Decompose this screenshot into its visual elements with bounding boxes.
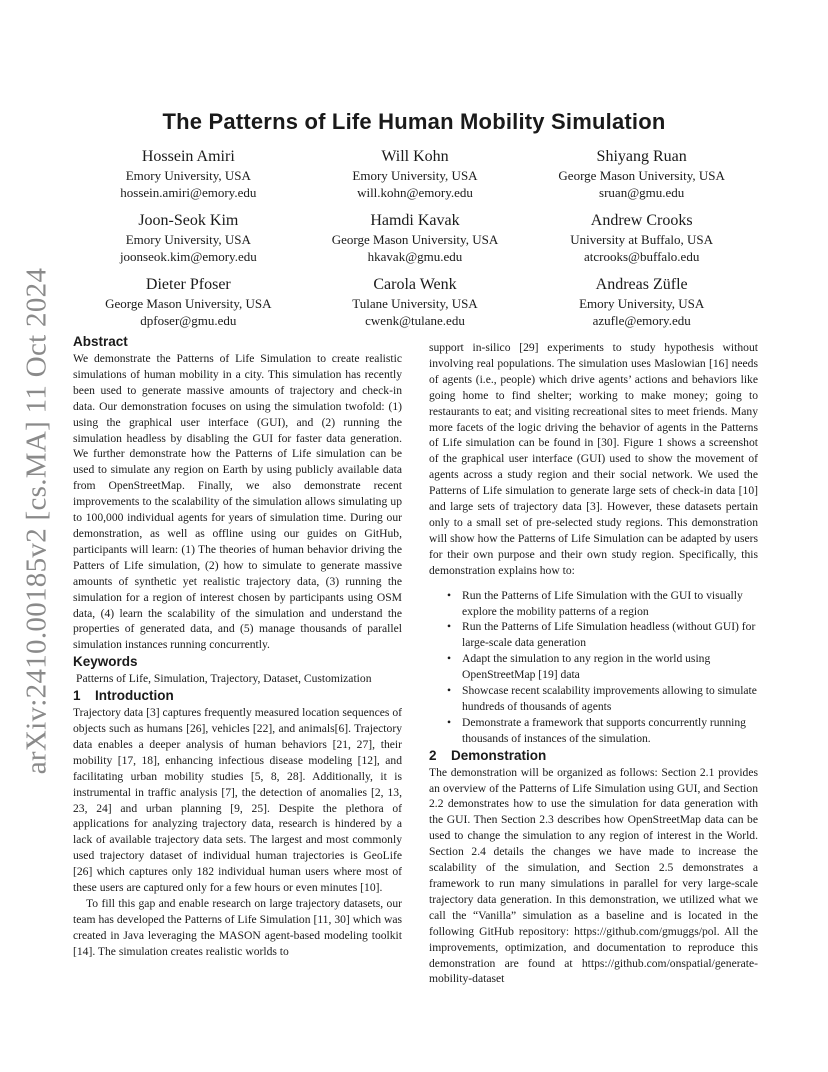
list-item [447, 588, 758, 620]
demo-goals-list [429, 588, 758, 747]
list-item-text: Run the Patterns of Life Simulation with the GUI to visually explore the mobility patterns of a region [462, 588, 743, 618]
right-column [429, 340, 758, 987]
author-affiliation: Emory University, USA [125, 232, 251, 247]
author-name: Will Kohn [381, 148, 449, 165]
author-card [528, 275, 755, 329]
author-affiliation: George Mason University, USA [558, 168, 725, 183]
author-email: dpfoser@gmu.edu [140, 313, 237, 328]
author-name: Shiyang Ruan [596, 148, 687, 165]
abstract-text: We demonstrate the Patterns of Life Simulation to create realistic simulations of human mobility in a city. This simulation has recently been used to generate massive amounts of trajectory and check-in data. Our demonstration focuses on using the simulation twofold: (1) using the graphical user interface (GUI), and (2) running the simulation headless by disabling the GUI for faster data generation. We further demonstrate how the Patterns of Life simulation can be used to simulate any region on Earth by using publicly available data from OpenStreetMap. Finally, we also demonstrate recent improvements to the scalability of the simulation allows simulating up to 100,000 individual agents for years of simulation time. During our demonstration, as well as offline using our guides on GitHub, participants will learn: (1) The theories of human behavior driving the Patters of Life simulation, (2) how to simulate to generate massive amounts of synthetic yet realistic trajectory data, (3) running the simulation for a region of interest chosen by participants using OSM data, (4) learn the scalability of the simulation and understand the properties of generated data, and (5) manage thousands of parallel simulation instances running concurrently. [73, 352, 402, 652]
author-card [75, 211, 302, 265]
author-affiliation: Emory University, USA [125, 168, 251, 183]
introduction-heading [73, 687, 402, 705]
author-affiliation: Emory University, USA [352, 168, 478, 183]
arxiv-identifier [20, 267, 53, 774]
author-name: Hossein Amiri [141, 148, 235, 165]
demonstration-text: The demonstration will be organized as follows: Section 2.1 provides an overview of the Patterns of Life Simulation using GUI, and Section 2.2 demonstrates how to use the simulation for data generation with the GUI. Then Section 2.3 describes how OpenStreetMap data can be used to change the simulation to any region of interest in the World. Section 2.4 details the changes we have made to increase the scalability of the simulation, and Section 2.5 demonstrates a framework to run many simulations in parallel for very large-scale trajectory data generation. In this demonstration, we utilized what we call the “Vanilla” simulation as a baseline and is located in the following GitHub repository: https://github.com/gmuggs/pol. All the improvements, optimization, and documentation to reproduce this demonstration are found at https://github.com/onspatial/generate-mobility-dataset [429, 765, 758, 986]
list-item-text: Run the Patterns of Life Simulation headless (without GUI) for large-scale data generation [462, 620, 756, 650]
section-number: 2 [429, 747, 437, 763]
author-card [528, 147, 755, 201]
author-name: Joon-Seok Kim [138, 212, 239, 229]
intro-paragraph: support in-silico [29] experiments to study hypothesis without involving real populations. The simulation uses Maslowian [16] needs of agents (i.e., people) which drive agents’ actions and behaviors like going home to find shelter; working to make money; going to restaurants to eat; and visiting recreational sites to meet friends. Many more facets of the logic driving the behavior of agents in the Patterns of Life simulation can be found in [30]. Figure 1 shows a screenshot of the graphical user interface (GUI) used to show the movement of agents across a study region and their social network. We used the Patterns of Life simulation to generate large sets of check-in data [10] and large sets of trajectory data [3]. However, these datasets pertain only to a small set of pre-selected study regions. This demonstration will show how the Patterns of Life Simulation can be adapted by users for their own purpose and their own study region. Specifically, this demonstration explains how to: [429, 341, 758, 577]
author-email: cwenk@tulane.edu [365, 313, 465, 328]
author-affiliation: Emory University, USA [579, 296, 705, 311]
author-card [302, 211, 529, 265]
author-affiliation: George Mason University, USA [105, 296, 272, 311]
author-affiliation: Tulane University, USA [352, 296, 478, 311]
author-card [302, 147, 529, 201]
author-card [75, 275, 302, 329]
list-item [447, 715, 758, 747]
author-email: will.kohn@emory.edu [357, 185, 473, 200]
author-email: hkavak@gmu.edu [367, 249, 463, 264]
author-block [75, 147, 755, 329]
author-email: atcrooks@buffalo.edu [583, 249, 700, 264]
author-email: sruan@gmu.edu [599, 185, 685, 200]
author-email: joonseok.kim@emory.edu [119, 249, 257, 264]
list-item-text: Adapt the simulation to any region in the world using OpenStreetMap [19] data [462, 652, 711, 682]
list-item [447, 651, 758, 683]
bullet-icon: • [447, 715, 452, 729]
arxiv-identifier-text: arXiv:2410.00185v2 [cs.MA] 11 Oct 2024 [20, 267, 53, 774]
bullet-icon: • [447, 684, 452, 698]
left-column [73, 333, 402, 960]
list-item-text: Demonstrate a framework that supports concurrently running thousands of instances of the simulation. [462, 715, 746, 745]
author-email: azufle@emory.edu [592, 313, 691, 328]
author-name: Dieter Pfoser [145, 276, 231, 293]
demonstration-heading [429, 747, 758, 765]
paper-title: The Patterns of Life Human Mobility Simulation [162, 109, 666, 134]
list-item [447, 683, 758, 715]
author-name: Andrew Crooks [590, 212, 693, 229]
intro-paragraph: To fill this gap and enable research on large trajectory datasets, our team has developed the Patterns of Life Simulation [11, 30] which was created in Java leveraging the MASON agent-based modeling toolkit [14]. The simulation creates realistic worlds to [73, 897, 402, 958]
keywords-text: Patterns of Life, Simulation, Trajectory, Dataset, Customization [76, 672, 372, 686]
bullet-icon: • [447, 588, 452, 602]
author-affiliation: University at Buffalo, USA [570, 232, 714, 247]
keywords-heading: Keywords [73, 654, 138, 670]
author-name: Andreas Züfle [595, 276, 688, 293]
section-title: Introduction [95, 688, 174, 704]
author-affiliation: George Mason University, USA [331, 232, 499, 247]
abstract-heading: Abstract [73, 334, 128, 349]
author-card [75, 147, 302, 201]
author-name: Carola Wenk [373, 276, 457, 293]
author-card [528, 211, 755, 265]
author-name: Hamdi Kavak [370, 212, 460, 229]
intro-paragraph: Trajectory data [3] captures frequently measured location sequences of objects such as humans [26], vehicles [22], and animals[6]. Trajectory data enables a deeper analysis of human behaviors [21, 27], their mobility [17, 18], enhancing infectious disease modeling [12], and facilitating urban mobility studies [5, 8, 28]. Additionally, it is instrumental in traffic analysis [7], the detection of anomalies [2, 13, 23, 24] and urban planning [9, 25]. Despite the plethora of applications for analyzing trajectory data, research is hindered by a lack of available trajectory data sets. The largest and most commonly used trajectory dataset of individual human trajectories is GeoLife [26] which captures only 182 individual human users where most of these users are captured only for a few hours or even minutes [10]. [73, 706, 402, 895]
author-email: hossein.amiri@emory.edu [120, 185, 257, 200]
author-card [302, 275, 529, 329]
list-item [447, 619, 758, 651]
section-number: 1 [73, 688, 81, 704]
bullet-icon: • [447, 620, 452, 634]
section-title: Demonstration [451, 747, 547, 763]
list-item-text: Showcase recent scalability improvements allowing to simulate hundreds of thousands of agents [462, 684, 757, 713]
bullet-icon: • [447, 652, 452, 666]
